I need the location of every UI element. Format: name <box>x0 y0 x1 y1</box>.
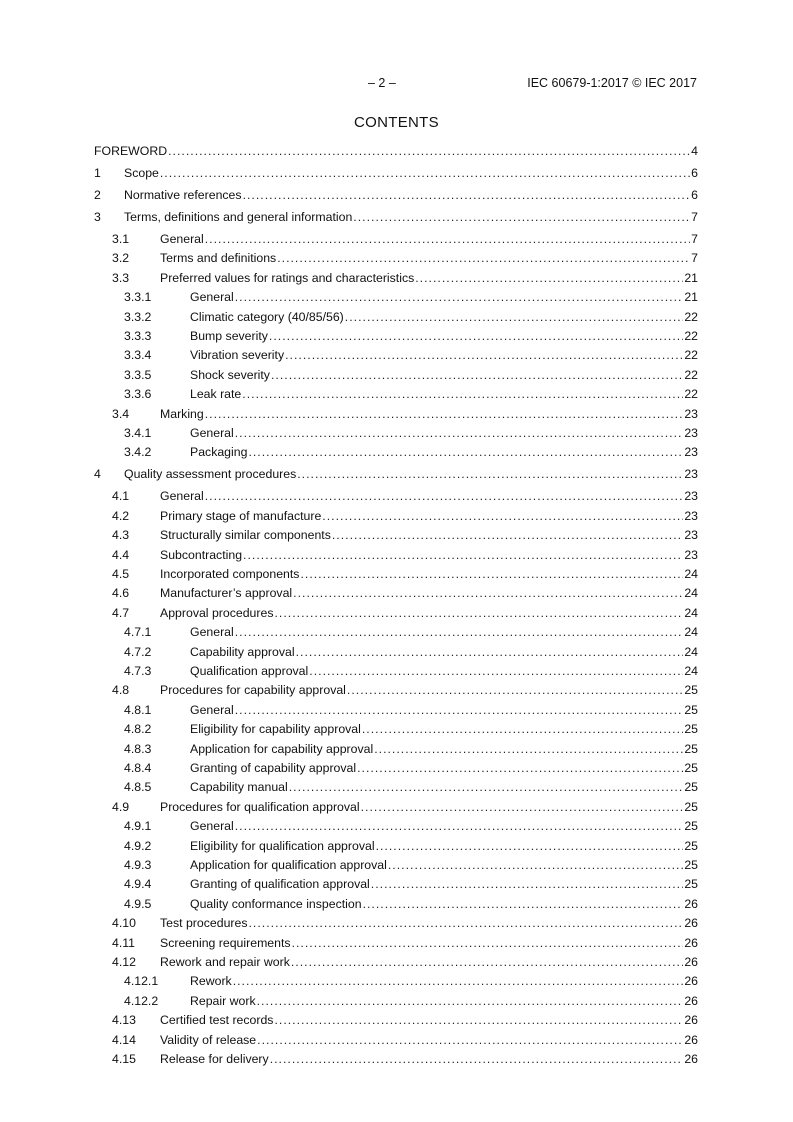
toc-entry-title: Marking <box>160 406 204 421</box>
toc-entry-page: 26 <box>684 1052 698 1066</box>
toc-entry-number: 4.14 <box>112 1032 136 1047</box>
toc-entry[interactable] <box>94 210 698 224</box>
toc-entry-title: Rework <box>190 974 232 989</box>
toc-entry-title: Eligibility for capability approval <box>190 722 361 737</box>
toc-entry[interactable] <box>94 839 698 853</box>
toc-entry-title: Leak rate <box>190 387 242 402</box>
toc-entry[interactable] <box>94 310 698 324</box>
toc-entry-page: 26 <box>684 935 698 950</box>
toc-entry-page: 6 <box>691 188 698 202</box>
toc-entry-title: Bump severity <box>190 329 268 343</box>
toc-entry-number: 4.3 <box>112 528 130 543</box>
toc-entry-number: 4.8.2 <box>124 722 152 737</box>
toc-entry-page: 23 <box>684 467 698 482</box>
standard-reference: IEC 60679-1:2017 © IEC 2017 <box>527 76 697 90</box>
toc-entry-number: 4.7 <box>112 605 130 620</box>
toc-entry-title: Repair work <box>190 993 256 1008</box>
toc-entry-number: 4.4 <box>112 547 130 562</box>
toc-entry-title: Vibration severity <box>190 348 285 363</box>
toc-entry-page: 22 <box>684 367 698 382</box>
toc-entry-number: 4.7.2 <box>124 644 152 659</box>
toc-leader-dots <box>374 742 683 756</box>
toc-entry[interactable] <box>94 819 698 833</box>
toc-entry-number: 4.12.2 <box>124 993 159 1008</box>
toc-entry-title: Quality conformance inspection <box>190 896 362 911</box>
toc-leader-dots <box>309 664 683 678</box>
toc-entry-title: Test procedures <box>160 916 248 931</box>
toc-leader-dots <box>289 780 684 794</box>
toc-entry-number: 4 <box>94 467 101 482</box>
toc-entry-title: General <box>190 819 234 834</box>
toc-leader-dots <box>235 426 684 440</box>
toc-entry-number: 1 <box>94 166 101 180</box>
toc-leader-dots <box>205 232 690 246</box>
toc-entry[interactable] <box>94 780 698 794</box>
toc-entry[interactable] <box>94 232 698 246</box>
toc-leader-dots <box>300 567 683 581</box>
toc-entry[interactable] <box>94 994 698 1008</box>
toc-entry-title: Certified test records <box>160 1013 274 1028</box>
toc-entry-number: 4.9.3 <box>124 858 152 872</box>
toc-entry-title: General <box>190 702 234 717</box>
toc-entry[interactable] <box>94 916 698 930</box>
toc-entry-number: 3.3.1 <box>124 290 152 305</box>
toc-entry-page: 24 <box>684 605 698 620</box>
toc-leader-dots <box>296 645 684 659</box>
toc-entry-number: 3.3.2 <box>124 309 152 324</box>
toc-entry[interactable] <box>94 548 698 562</box>
toc-entry-number: 4.7.1 <box>124 625 152 640</box>
toc-entry-title: Release for delivery <box>160 1052 269 1066</box>
toc-entry-page: 26 <box>684 896 698 911</box>
toc-leader-dots <box>357 761 683 775</box>
toc-entry-page: 23 <box>684 406 698 421</box>
toc-entry[interactable] <box>94 742 698 756</box>
toc-entry-title: Structurally similar components <box>160 528 331 543</box>
toc-entry-page: 25 <box>684 761 698 775</box>
toc-entry-number: 3.4.1 <box>124 426 152 440</box>
toc-entry-number: 4.1 <box>112 489 130 504</box>
toc-entry-number: 4.9.2 <box>124 838 152 853</box>
toc-entry[interactable] <box>94 664 698 678</box>
toc-entry[interactable] <box>94 290 698 304</box>
toc-entry-number: 4.8.5 <box>124 780 152 795</box>
toc-entry-page: 22 <box>684 309 698 324</box>
toc-entry-title: Procedures for capability approval <box>160 683 346 698</box>
toc-entry-page: 25 <box>684 819 698 834</box>
toc-leader-dots <box>363 897 684 911</box>
toc-entry-title: Screening requirements <box>160 935 291 950</box>
toc-entry[interactable] <box>94 936 698 950</box>
toc-leader-dots <box>292 936 684 950</box>
toc-leader-dots <box>243 548 683 562</box>
toc-entry-title: Approval procedures <box>160 605 274 620</box>
toc-entry-page: 24 <box>684 644 698 659</box>
toc-entry-number: 3.3.4 <box>124 348 152 363</box>
toc-entry[interactable] <box>94 251 698 265</box>
toc-entry-number: 4.11 <box>112 935 136 950</box>
toc-entry-page: 7 <box>691 232 698 246</box>
toc-entry-page: 7 <box>691 210 698 224</box>
toc-entry-title: General <box>190 625 234 640</box>
toc-entry-number: 4.13 <box>112 1013 136 1028</box>
toc-entry[interactable] <box>94 387 698 401</box>
toc-entry-number: 3.3 <box>112 270 130 285</box>
toc-entry[interactable] <box>94 877 698 891</box>
toc-entry-title: Normative references <box>124 188 242 202</box>
toc-leader-dots <box>235 290 684 304</box>
toc-entry-title: General <box>160 232 204 246</box>
toc-entry-page: 23 <box>684 445 698 460</box>
toc-entry-page: 25 <box>684 702 698 717</box>
toc-entry[interactable] <box>94 974 698 988</box>
toc-leader-dots <box>322 509 683 523</box>
toc-entry-title: Granting of qualification approval <box>190 877 370 892</box>
toc-entry[interactable] <box>94 348 698 362</box>
toc-entry-page: 25 <box>684 722 698 737</box>
toc-entry[interactable] <box>94 1033 698 1047</box>
toc-entry[interactable] <box>94 800 698 814</box>
toc-entry[interactable] <box>94 625 698 639</box>
toc-entry-title: Qualification approval <box>190 664 309 678</box>
toc-leader-dots <box>291 955 683 969</box>
toc-entry-page: 22 <box>684 348 698 363</box>
toc-entry-title: Packaging <box>190 445 248 460</box>
toc-entry[interactable] <box>94 897 698 911</box>
toc-leader-dots <box>362 722 683 736</box>
toc-leader-dots <box>233 974 684 988</box>
toc-entry-number: 4.8.1 <box>124 702 152 717</box>
toc-leader-dots <box>293 586 683 600</box>
toc-entry-page: 26 <box>684 1032 698 1047</box>
toc-entry-number: 4.6 <box>112 586 130 601</box>
toc-entry-title: Capability approval <box>190 644 295 659</box>
toc-entry-page: 24 <box>684 625 698 640</box>
toc-entry[interactable] <box>94 329 698 343</box>
toc-entry-number: 4.9.5 <box>124 896 152 911</box>
toc-entry-page: 26 <box>684 993 698 1008</box>
toc-entry[interactable] <box>94 467 698 481</box>
toc-entry-page: 26 <box>684 955 698 969</box>
toc-entry-number: 3.3.3 <box>124 329 152 343</box>
toc-entry-page: 23 <box>684 508 698 523</box>
toc-entry-title: Procedures for qualification approval <box>160 799 360 814</box>
toc-leader-dots <box>277 251 690 265</box>
toc-entry-page: 25 <box>684 838 698 853</box>
toc-entry[interactable] <box>94 858 698 872</box>
toc-entry[interactable] <box>94 489 698 503</box>
toc-entry-page: 25 <box>684 799 698 814</box>
toc-leader-dots <box>297 467 683 481</box>
toc-entry-page: 23 <box>684 489 698 504</box>
toc-leader-dots <box>248 445 683 459</box>
toc-leader-dots <box>235 819 684 833</box>
toc-entry-title: Preferred values for ratings and characteristics <box>160 270 415 285</box>
toc-entry-title: Subcontracting <box>160 547 243 562</box>
toc-leader-dots <box>271 368 683 382</box>
toc-entry[interactable] <box>94 509 698 523</box>
toc-leader-dots <box>235 703 684 717</box>
toc-entry-number: 4.15 <box>112 1052 136 1066</box>
toc-entry[interactable] <box>94 407 698 421</box>
toc-entry-number: 3.2 <box>112 251 130 266</box>
toc-entry-title: Granting of capability approval <box>190 761 357 775</box>
toc-entry-number: 4.9.4 <box>124 877 152 892</box>
toc-entry-title: Quality assessment procedures <box>124 467 297 482</box>
toc-entry-title: General <box>190 426 234 440</box>
toc-entry-page: 25 <box>684 780 698 795</box>
toc-entry-title: General <box>160 489 204 504</box>
toc-entry-title: Scope <box>124 166 159 180</box>
toc-entry-title: Manufacturer’s approval <box>160 586 293 601</box>
toc-entry-page: 25 <box>684 858 698 872</box>
toc-entry-page: 26 <box>684 1013 698 1028</box>
toc-entry-page: 22 <box>684 387 698 402</box>
toc-entry-number: 3.3.6 <box>124 387 152 402</box>
toc-entry-title: Validity of release <box>160 1032 257 1047</box>
toc-entry[interactable] <box>94 166 698 180</box>
toc-entry-page: 21 <box>684 270 698 285</box>
toc-entry-page: 4 <box>691 144 698 158</box>
toc-entry[interactable] <box>94 271 698 285</box>
toc-entry-title: Shock severity <box>190 367 270 382</box>
toc-entry-number: 4.9 <box>112 799 130 814</box>
toc-entry[interactable] <box>94 645 698 659</box>
toc-entry-title: Rework and repair work <box>160 955 290 969</box>
toc-entry-title: Terms and definitions <box>160 251 277 266</box>
toc-entry-number: 4.8.3 <box>124 741 152 756</box>
page-title: CONTENTS <box>354 114 439 131</box>
toc-entry-number: 3.4 <box>112 406 130 421</box>
toc-leader-dots <box>347 683 683 697</box>
toc-entry[interactable] <box>94 144 698 158</box>
toc-leader-dots <box>376 839 684 853</box>
toc-entry-page: 24 <box>684 586 698 601</box>
toc-entry-page: 25 <box>684 741 698 756</box>
toc-entry-title: Capability manual <box>190 780 288 795</box>
toc-leader-dots <box>205 489 684 503</box>
toc-entry-number: 4.7.3 <box>124 664 152 678</box>
toc-entry-title: Terms, definitions and general information <box>124 210 353 224</box>
toc-entry-number: 2 <box>94 188 101 202</box>
toc-entry-page: 26 <box>684 916 698 931</box>
toc-entry[interactable] <box>94 368 698 382</box>
toc-leader-dots <box>361 800 684 814</box>
toc-entry-page: 22 <box>684 329 698 343</box>
toc-entry-number: 4.12.1 <box>124 974 159 989</box>
toc-entry-number: 3.3.5 <box>124 367 152 382</box>
toc-entry-title: General <box>190 290 234 305</box>
toc-leader-dots <box>242 387 683 401</box>
toc-entry-page: 23 <box>684 547 698 562</box>
toc-leader-dots <box>270 1052 684 1066</box>
toc-entry-number: 4.8 <box>112 683 130 698</box>
toc-entry[interactable] <box>94 606 698 620</box>
toc-entry[interactable] <box>94 761 698 775</box>
toc-leader-dots <box>353 210 690 224</box>
toc-entry-number: 3.4.2 <box>124 445 152 460</box>
toc-entry-number: 4.12 <box>112 955 136 969</box>
toc-entry-title: FOREWORD <box>94 144 168 158</box>
page-number: – 2 – <box>368 76 396 90</box>
toc-entry[interactable] <box>94 955 698 969</box>
toc-entry-title: Application for qualification approval <box>190 858 387 872</box>
toc-leader-dots <box>257 994 684 1008</box>
toc-leader-dots <box>257 1033 683 1047</box>
page-header <box>0 76 793 94</box>
toc-entry-title: Climatic category (40/85/56) <box>190 309 344 324</box>
toc-entry[interactable] <box>94 426 698 440</box>
toc-entry-page: 25 <box>684 683 698 698</box>
toc-entry-number: 4.10 <box>112 916 136 931</box>
toc-entry-number: 4.5 <box>112 567 130 581</box>
toc-entry-number: 4.8.4 <box>124 761 152 775</box>
toc-entry[interactable] <box>94 722 698 736</box>
toc-leader-dots <box>285 348 683 362</box>
toc-entry[interactable] <box>94 1052 698 1066</box>
toc-leader-dots <box>160 166 690 180</box>
toc-entry-number: 3 <box>94 210 101 224</box>
toc-leader-dots <box>345 310 684 324</box>
toc-entry[interactable] <box>94 586 698 600</box>
toc-entry[interactable] <box>94 703 698 717</box>
toc-entry-number: 4.9.1 <box>124 819 152 834</box>
toc-leader-dots <box>269 329 683 343</box>
toc-leader-dots <box>332 528 683 542</box>
toc-entry-title: Application for capability approval <box>190 741 374 756</box>
toc-entry-number: 4.2 <box>112 508 130 523</box>
toc-entry[interactable] <box>94 445 698 459</box>
toc-entry[interactable] <box>94 188 698 202</box>
toc-entry[interactable] <box>94 1013 698 1027</box>
toc-leader-dots <box>274 606 683 620</box>
toc-entry-title: Incorporated components <box>160 567 300 581</box>
toc-entry-page: 25 <box>684 877 698 892</box>
toc-entry-page: 23 <box>684 426 698 440</box>
toc-entry[interactable] <box>94 683 698 697</box>
toc-entry[interactable] <box>94 567 698 581</box>
toc-entry-title: Primary stage of manufacture <box>160 508 322 523</box>
toc-leader-dots <box>388 858 683 872</box>
toc-entry-page: 23 <box>684 528 698 543</box>
toc-leader-dots <box>235 625 684 639</box>
toc-entry-number: 3.1 <box>112 232 130 246</box>
toc-leader-dots <box>415 271 683 285</box>
toc-leader-dots <box>371 877 684 891</box>
toc-entry[interactable] <box>94 528 698 542</box>
toc-entry-page: 21 <box>684 290 698 305</box>
toc-entry-title: Eligibility for qualification approval <box>190 838 375 853</box>
toc-entry-page: 6 <box>691 166 698 180</box>
toc-leader-dots <box>168 144 690 158</box>
toc-entry-page: 24 <box>684 567 698 581</box>
toc-entry-page: 26 <box>684 974 698 989</box>
toc-leader-dots <box>249 916 684 930</box>
toc-entry-page: 7 <box>691 251 698 266</box>
toc-leader-dots <box>274 1013 683 1027</box>
toc-leader-dots <box>205 407 684 421</box>
toc-leader-dots <box>243 188 691 202</box>
toc-entry-page: 24 <box>684 664 698 678</box>
